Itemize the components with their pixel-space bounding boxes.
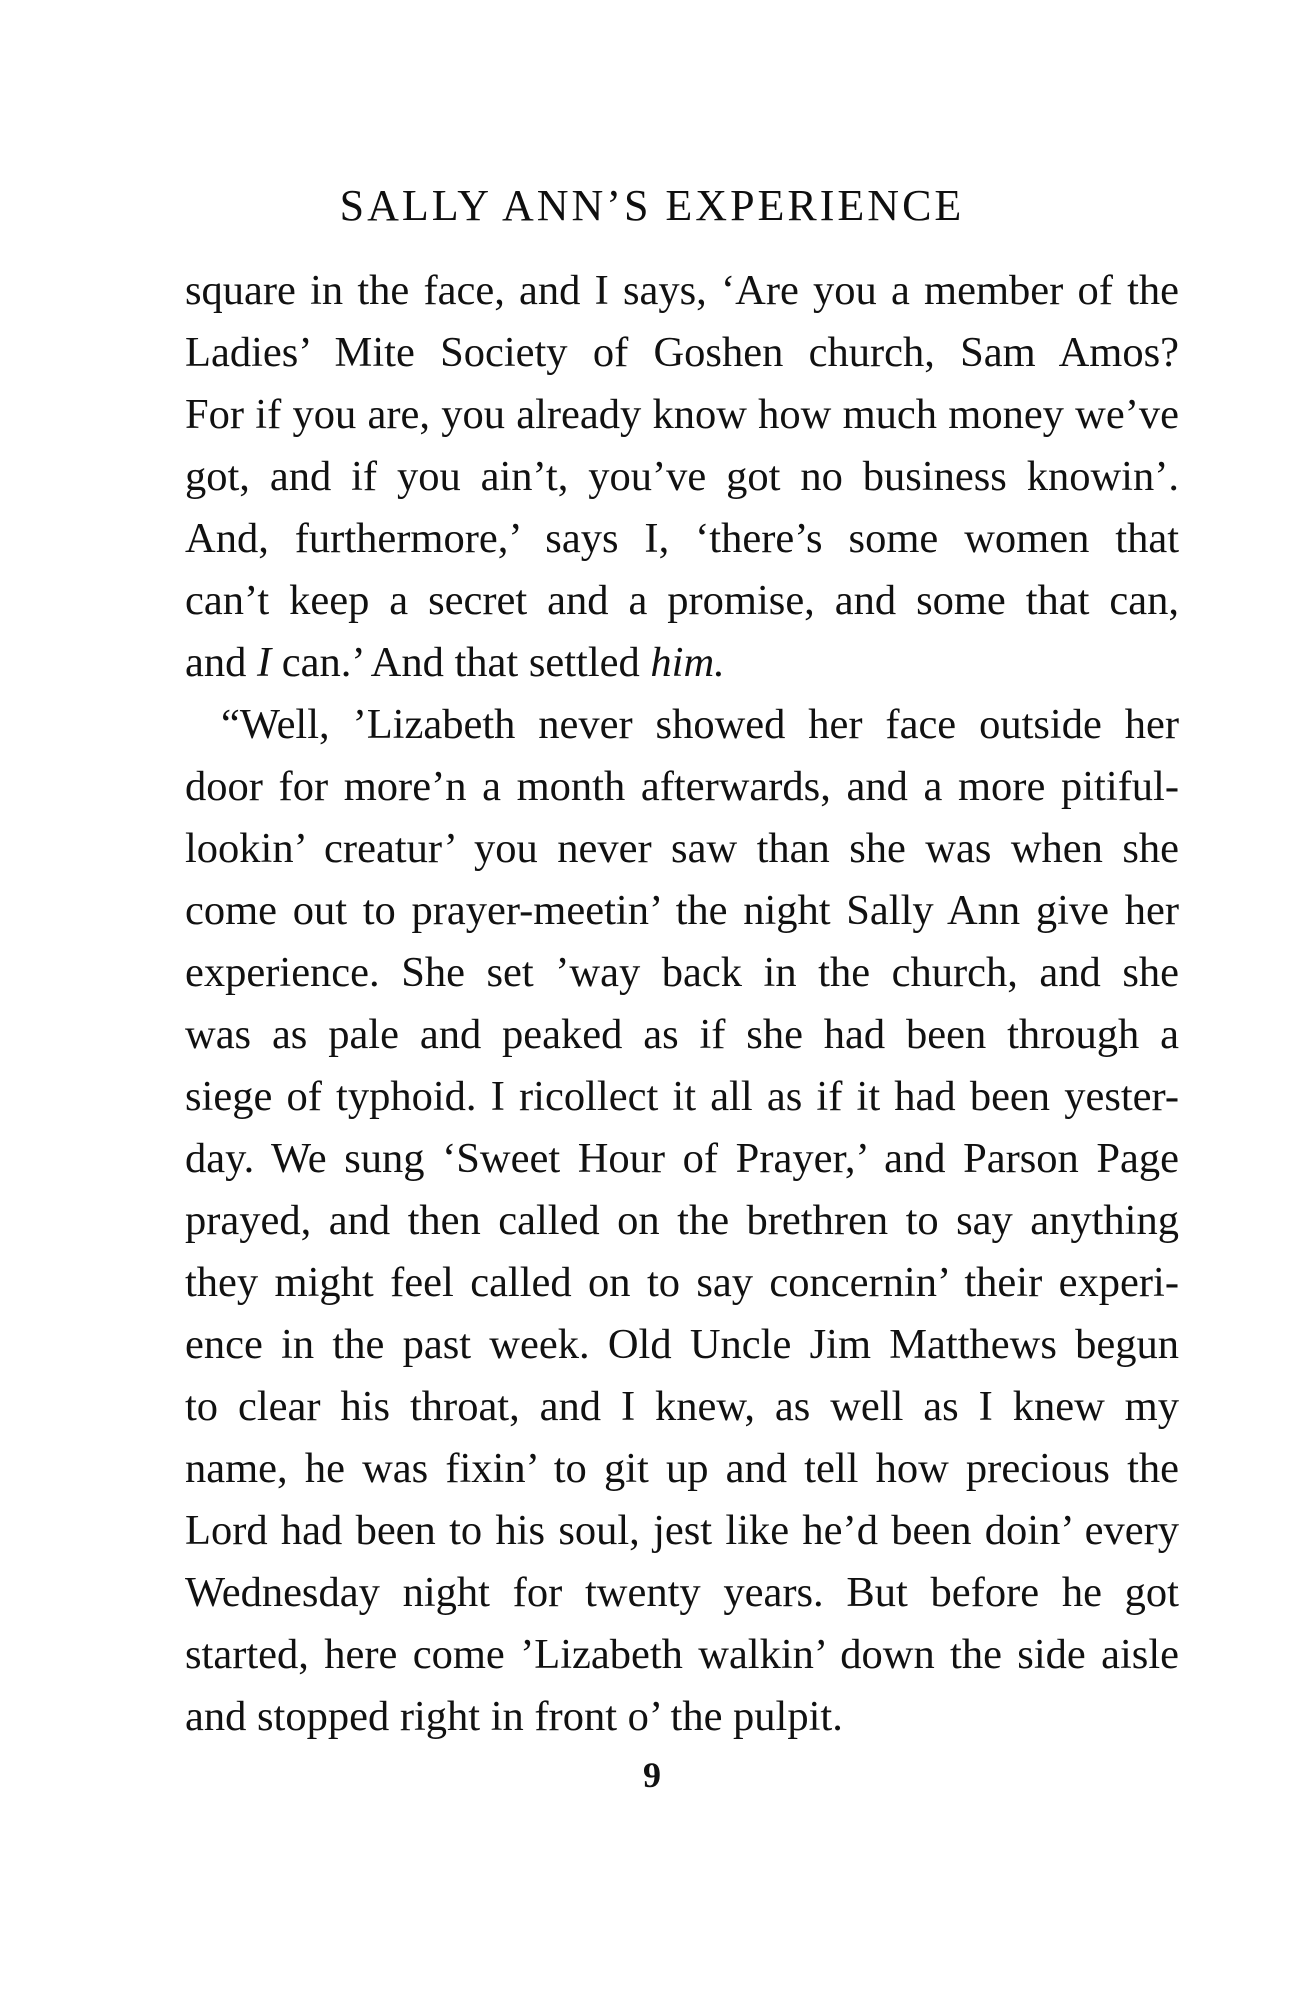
paragraph-first-line: “Well, ’Lizabeth never showed her face outside her	[221, 701, 1179, 748]
text-line: started, here come ’Lizabeth walkin’ down the side aisle	[185, 1631, 1179, 1678]
page-number: 9	[643, 1755, 661, 1795]
italic-word: him.	[650, 639, 725, 686]
italic-word: I	[257, 639, 272, 686]
text-line: door for more’n a month afterwards, and a more pitiful-	[185, 763, 1179, 810]
text-line: they might feel called on to say concernin’ their experi-	[185, 1259, 1179, 1306]
text-line: name, he was fixin’ to git up and tell how precious the	[185, 1445, 1179, 1492]
body-text	[185, 260, 1179, 1748]
text-line: come out to prayer-meetin’ the night Sally Ann give her	[185, 887, 1179, 934]
text-line: siege of typhoid. I ricollect it all as if it had been yester-	[185, 1073, 1179, 1120]
text-line: experience. She set ’way back in the church, and she	[185, 949, 1179, 996]
text-line: ence in the past week. Old Uncle Jim Matthews begun	[185, 1321, 1179, 1368]
text-segment: can.’ And that settled	[271, 639, 651, 686]
text-line: square in the face, and I says, ‘Are you a member of the	[185, 267, 1179, 314]
text-line: was as pale and peaked as if she had been through a	[185, 1011, 1179, 1058]
text-line: For if you are, you already know how much money we’ve	[185, 391, 1179, 438]
text-line: prayed, and then called on the brethren to say anything	[185, 1197, 1179, 1244]
text-line: got, and if you ain’t, you’ve got no business knowin’.	[185, 453, 1179, 500]
text-line: Lord had been to his soul, jest like he’d been doin’ every	[185, 1507, 1179, 1554]
text-line: and stopped right in front o’ the pulpit.	[185, 1693, 843, 1740]
text-line	[185, 632, 1179, 694]
text-line: day. We sung ‘Sweet Hour of Prayer,’ and Parson Page	[185, 1135, 1179, 1182]
text-line: Ladies’ Mite Society of Goshen church, Sam Amos?	[185, 329, 1179, 376]
text-line: to clear his throat, and I knew, as well as I knew my	[185, 1383, 1179, 1430]
text-line: Wednesday night for twenty years. But before he got	[185, 1569, 1179, 1616]
text-line: lookin’ creatur’ you never saw than she was when she	[185, 825, 1179, 872]
text-line: can’t keep a secret and a promise, and some that can,	[185, 577, 1179, 624]
text-line: And, furthermore,’ says I, ‘there’s some women that	[185, 515, 1179, 562]
running-head: SALLY ANN’S EXPERIENCE	[339, 181, 965, 230]
text-segment: and	[185, 639, 257, 686]
